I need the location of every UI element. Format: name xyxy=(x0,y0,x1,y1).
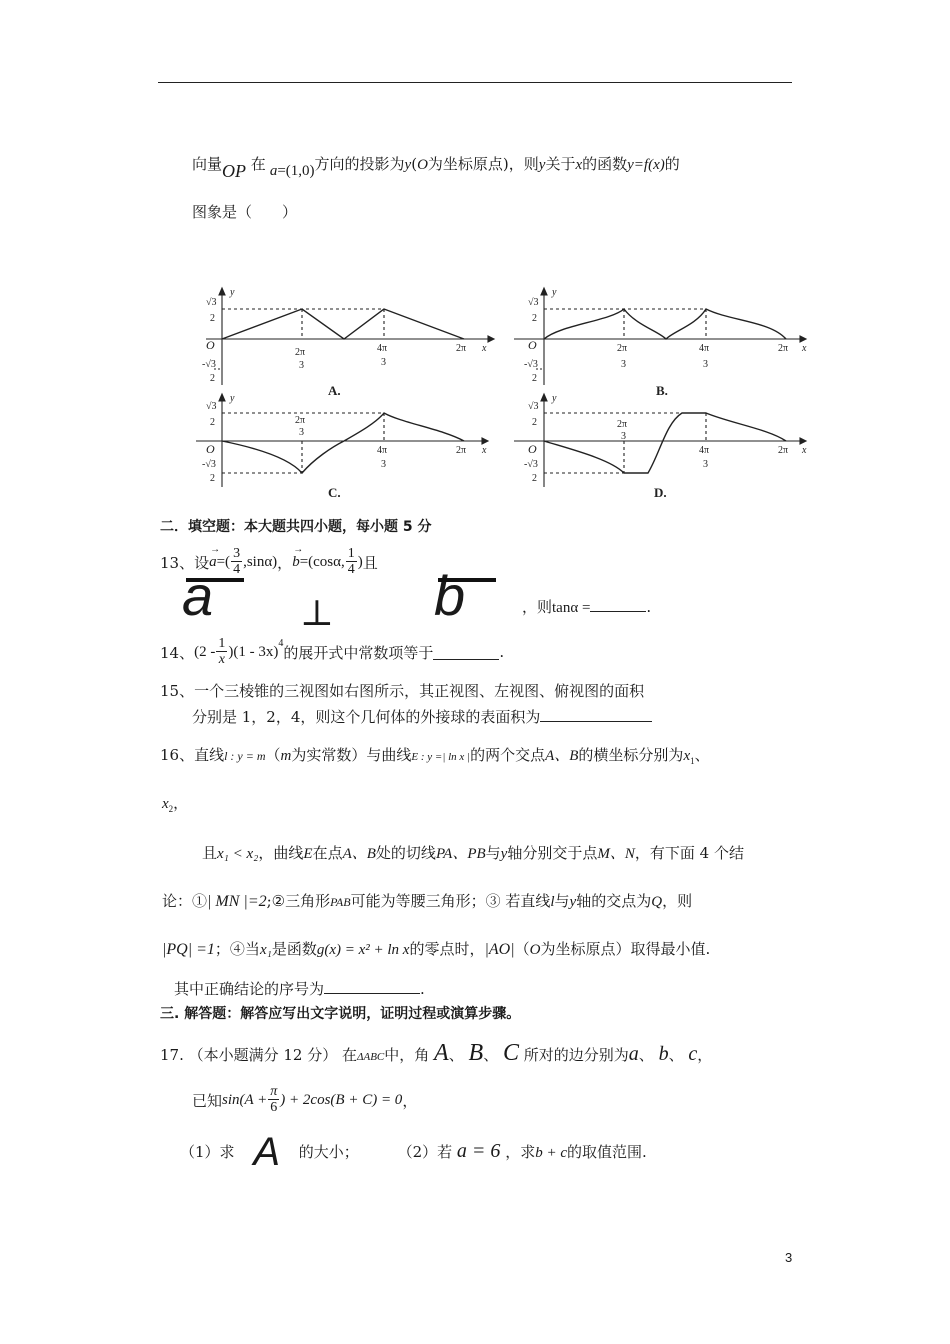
var-x1: x₁ xyxy=(259,942,272,958)
label-y: y xyxy=(552,287,557,298)
label-sqrt3: √3 xyxy=(206,401,217,412)
q16-line3 xyxy=(202,842,744,863)
q16-text: 其中正确结论的序号为 xyxy=(174,980,325,998)
q14-line xyxy=(160,630,504,674)
side-c: c xyxy=(688,1043,698,1065)
fraction-3-4 xyxy=(231,547,242,577)
q17-sep: 、 xyxy=(483,1046,499,1064)
label-x: x xyxy=(802,343,807,354)
answer-blank[interactable] xyxy=(324,979,420,994)
var-y: y xyxy=(404,157,412,173)
function-expr: y=f(x) xyxy=(627,157,665,173)
q17-text: 17. （本小题满分 12 分） 在 xyxy=(160,1046,358,1064)
answer-blank[interactable] xyxy=(590,597,646,612)
points-ab: A、B xyxy=(545,748,579,764)
var-q: Q xyxy=(651,894,663,910)
x-arrow-icon xyxy=(488,336,494,342)
q16-text: 、 xyxy=(694,746,710,764)
q17-text: 已知 xyxy=(192,1091,223,1110)
var-x1: x xyxy=(683,748,691,764)
var-x: x xyxy=(575,157,583,173)
tick-4pi: 4π xyxy=(377,343,388,354)
header-rule xyxy=(158,82,792,83)
tick-3: 3 xyxy=(703,459,708,470)
q13-close: ) xyxy=(357,553,363,570)
triangle-pab: PAB xyxy=(330,895,351,909)
q12-line2: 图象是（ ） xyxy=(192,203,298,221)
q12-text: 向量 xyxy=(192,155,223,173)
q16-text: （ xyxy=(514,940,530,958)
line-l: l : y = m xyxy=(224,749,266,763)
q12-line1 xyxy=(192,153,680,181)
label-two: 2 xyxy=(210,313,215,324)
denominator: 4 xyxy=(347,562,355,577)
page-number: 3 xyxy=(785,1250,793,1265)
graph-b-svg xyxy=(510,285,814,400)
q16-text: 的两个交点 xyxy=(470,746,546,764)
q17-line2 xyxy=(192,1078,417,1122)
q16-text: ， xyxy=(173,794,189,812)
q16-text: 的横坐标分别为 xyxy=(578,746,684,764)
q13-answer xyxy=(522,596,651,617)
label-neg-sqrt3: -√3 xyxy=(202,459,216,470)
q12-text: 的 xyxy=(664,155,680,173)
big-angle-a: A xyxy=(253,1130,281,1174)
x-arrow-icon xyxy=(800,336,806,342)
y-arrow-icon xyxy=(541,288,547,295)
q16-text: ；④当 xyxy=(214,940,260,958)
big-a-letter: a xyxy=(182,564,214,627)
q16-text: ，曲线 xyxy=(258,844,304,862)
big-vector-b xyxy=(434,564,466,627)
big-vector-a xyxy=(182,564,214,627)
q17-text: （2）若 xyxy=(397,1143,453,1161)
q16-text: 在点 xyxy=(312,844,343,862)
var-o: O xyxy=(417,157,428,173)
function-g: g(x) = x² + ln x xyxy=(316,942,410,958)
q16-text: 处的切线 xyxy=(375,844,436,862)
section3-title: 三. 解答题：解答应写出文字说明，证明过程或演算步骤。 xyxy=(160,1006,521,1022)
tick-3: 3 xyxy=(621,431,626,442)
subscript: 2 xyxy=(168,804,174,814)
points-mn: M、N xyxy=(597,846,635,862)
graph-b xyxy=(510,285,814,400)
q13-sin: ,sinα) xyxy=(243,553,278,570)
label-two: 2 xyxy=(532,417,537,428)
q13-perp-line xyxy=(182,564,522,634)
label-x: x xyxy=(482,445,487,456)
label-y: y xyxy=(230,393,235,404)
graph-a-svg xyxy=(192,285,496,400)
q15-text: 分别是 1，2，4，则这个几何体的外接球的表面积为 xyxy=(192,708,541,726)
answer-blank[interactable] xyxy=(540,707,652,722)
q16-end: . xyxy=(420,980,425,998)
tick-2pi: 2π xyxy=(617,419,628,430)
q16-text: 论：① xyxy=(162,892,208,910)
label-sqrt3: √3 xyxy=(528,401,539,412)
denominator: 6 xyxy=(270,1100,278,1115)
x-arrow-icon xyxy=(800,438,806,444)
q17-sep: 、 xyxy=(448,1046,464,1064)
label-y: y xyxy=(230,287,235,298)
q17-text: ， xyxy=(402,1091,418,1110)
q13-eq: =(cosα, xyxy=(299,553,345,570)
q16-line6 xyxy=(174,978,425,999)
label-x: x xyxy=(802,445,807,456)
curve xyxy=(222,309,464,339)
graph-a xyxy=(192,285,496,400)
q16-line5 xyxy=(162,938,710,959)
q15-line2 xyxy=(192,706,652,727)
q16-text: 为实常数）与曲线 xyxy=(291,746,412,764)
var-l: l xyxy=(550,894,555,910)
curve xyxy=(222,413,467,473)
var-e: E xyxy=(303,846,313,862)
graph-d xyxy=(510,393,814,503)
var-x2: x xyxy=(162,796,169,812)
inequality: x₁ < x₂ xyxy=(217,846,259,862)
angle-c: C xyxy=(502,1040,519,1066)
q13-qie: 且 xyxy=(362,553,378,572)
fraction-pi-6 xyxy=(268,1085,279,1115)
mn-expr: | MN |=2 xyxy=(207,893,267,910)
label-sqrt3: √3 xyxy=(206,297,217,308)
label-two: 2 xyxy=(532,473,537,484)
q16-text: 是函数 xyxy=(271,940,317,958)
q14-end: . xyxy=(499,643,505,661)
q12-text: 的函数 xyxy=(582,155,628,173)
label-two: 2 xyxy=(210,417,215,428)
vector-a: a xyxy=(269,163,278,179)
q16-line1 xyxy=(160,744,710,766)
label-neg-sqrt3: -√3 xyxy=(524,459,538,470)
q13-comma: ， xyxy=(277,553,293,572)
q16-text: 与 xyxy=(485,844,501,862)
label-origin: O xyxy=(206,442,215,456)
tick-3: 3 xyxy=(381,459,386,470)
q13-eq: =( xyxy=(216,553,231,570)
tick-2pi: 2π xyxy=(295,415,306,426)
side-a: a xyxy=(628,1043,639,1065)
q13-then: ，则 xyxy=(522,598,553,616)
q14-power: 4 xyxy=(278,638,284,649)
q14-rest: )(1 - 3x) xyxy=(228,643,279,660)
big-b-letter: b xyxy=(434,564,466,627)
tick-3: 3 xyxy=(299,427,304,438)
tick-3: 3 xyxy=(381,357,386,368)
a-equals-6: a = 6 xyxy=(456,1140,501,1162)
q16-text: 16、直线 xyxy=(160,746,225,764)
q14-text: 的展开式中常数项等于 xyxy=(283,643,434,662)
q16-text: 与 xyxy=(554,892,570,910)
label-sqrt3: √3 xyxy=(528,297,539,308)
q12-text: ( xyxy=(411,155,418,173)
y-arrow-icon xyxy=(541,394,547,401)
q17-text: 所对的边分别为 xyxy=(523,1046,629,1064)
q16-text: ;②三角形 xyxy=(266,892,331,910)
x-arrow-icon xyxy=(482,438,488,444)
denominator: 4 xyxy=(233,562,241,577)
q17-sep: 、 xyxy=(638,1046,654,1064)
label-two: 2 xyxy=(210,473,215,484)
tick-2pi: 2π xyxy=(295,347,306,358)
vector-b: → b xyxy=(292,543,304,570)
label-two: 2 xyxy=(532,313,537,324)
q16-text: ，有下面 4 个结 xyxy=(634,844,744,862)
vector-a: → a xyxy=(209,543,221,570)
q17-text: ， xyxy=(697,1046,713,1064)
q16-text: 可能为等腰三角形；③ 若直线 xyxy=(350,892,551,910)
label-origin: O xyxy=(528,442,537,456)
fraction-1-4 xyxy=(346,547,357,577)
tick-2pi: 2π xyxy=(617,343,628,354)
ao-expr: |AO| xyxy=(484,941,515,958)
cos-expr: ) + 2cos(B + C) = 0 xyxy=(280,1091,403,1108)
q17-text: 的大小； xyxy=(298,1143,359,1161)
label-x: x xyxy=(482,343,487,354)
q12-text: 为坐标原点)，则 xyxy=(427,155,539,173)
graph-d-svg xyxy=(510,393,814,503)
tick-3: 3 xyxy=(703,359,708,370)
q17-text: 的取值范围. xyxy=(567,1143,647,1161)
tick-2pi-end: 2π xyxy=(456,445,467,456)
vector-a-value: =(1,0) xyxy=(277,163,315,179)
q14-number: 14、 xyxy=(160,643,195,662)
option-a-label: A. xyxy=(328,383,341,398)
denominator: x xyxy=(218,652,225,667)
option-b-label: B. xyxy=(656,383,668,398)
numerator: 3 xyxy=(233,546,241,561)
label-origin: O xyxy=(528,338,537,352)
vector-a-letter: a xyxy=(209,553,217,570)
q16-text: 轴的交点为 xyxy=(576,892,652,910)
points-ab: A、B xyxy=(342,846,376,862)
tick-4pi: 4π xyxy=(377,445,388,456)
q16-line2 xyxy=(162,792,188,814)
q16-line4 xyxy=(162,890,692,911)
tick-4pi: 4π xyxy=(699,343,710,354)
vector-b-letter: b xyxy=(292,553,300,570)
q16-text: （ xyxy=(265,746,281,764)
pq-expr: |PQ| =1 xyxy=(162,941,215,958)
tan-expr: tanα = xyxy=(552,600,591,616)
tick-4pi: 4π xyxy=(699,445,710,456)
var-y: y xyxy=(538,157,546,173)
tick-3: 3 xyxy=(299,360,304,371)
numerator: 1 xyxy=(218,636,226,651)
q17-text: （1）求 xyxy=(180,1143,235,1161)
label-y: y xyxy=(552,393,557,404)
option-c-label: C. xyxy=(328,485,341,500)
q13-end: . xyxy=(646,598,652,616)
vector-op: OP xyxy=(222,161,247,181)
numerator: 1 xyxy=(347,546,355,561)
var-o: O xyxy=(529,942,541,958)
q14-open: (2 - xyxy=(194,643,216,660)
tick-2pi-end: 2π xyxy=(778,343,789,354)
q12-text: 在 xyxy=(250,155,266,173)
label-neg-sqrt3: -√3 xyxy=(202,359,216,370)
tangents: PA、PB xyxy=(435,846,486,862)
var-y: y xyxy=(500,846,508,862)
graph-c xyxy=(192,393,496,503)
q12-text: 关于 xyxy=(545,155,576,173)
perp-symbol xyxy=(300,593,334,634)
q16-text: 轴分别交于点 xyxy=(507,844,598,862)
answer-blank[interactable] xyxy=(433,645,499,660)
sin-expr: sin(A + xyxy=(222,1091,268,1108)
side-b: b xyxy=(658,1043,669,1065)
angle-a: A xyxy=(434,1040,449,1066)
q12-text: 方向的投影为 xyxy=(314,155,405,173)
q15-line1: 15、一个三棱锥的三视图如右图所示，其正视图、左视图、俯视图的面积 xyxy=(160,682,645,700)
q17-line1 xyxy=(160,1040,712,1067)
var-m: m xyxy=(280,748,292,764)
option-d-label: D. xyxy=(654,485,667,500)
tick-2pi-end: 2π xyxy=(456,343,467,354)
b-plus-c: b + c xyxy=(535,1145,567,1161)
label-two: 2 xyxy=(532,373,537,384)
q17-line3 xyxy=(180,1130,647,1174)
section2-title: 二．填空题：本大题共四小题，每小题 5 分 xyxy=(160,519,432,535)
angle-b: B xyxy=(468,1040,484,1066)
triangle-abc: ΔABC xyxy=(357,1051,385,1063)
var-y: y xyxy=(569,894,577,910)
q16-text: 的零点时， xyxy=(409,940,485,958)
q16-text: ，则 xyxy=(662,892,693,910)
label-neg-sqrt3: -√3 xyxy=(524,359,538,370)
tick-3: 3 xyxy=(621,359,626,370)
y-arrow-icon xyxy=(219,394,225,401)
q16-text: 且 xyxy=(202,844,218,862)
q16-text: 为坐标原点）取得最小值. xyxy=(540,940,711,958)
curve xyxy=(544,413,789,473)
numerator: π xyxy=(270,1084,278,1099)
graph-c-svg xyxy=(192,393,496,503)
tick-2pi-end: 2π xyxy=(778,445,789,456)
q13-number: 13、设 xyxy=(160,553,210,572)
curve xyxy=(544,309,786,339)
q17-sep: 、 xyxy=(668,1046,684,1064)
perp-glyph: ⊥ xyxy=(300,593,334,634)
q17-text: ，求 xyxy=(505,1143,536,1161)
label-two: 2 xyxy=(210,373,215,384)
label-origin: O xyxy=(206,338,215,352)
y-arrow-icon xyxy=(219,288,225,295)
curve-e: E : y =| ln x | xyxy=(411,751,471,763)
fraction-1-x xyxy=(216,637,227,667)
subscript: 1 xyxy=(690,756,695,766)
q17-text: 中，角 xyxy=(384,1046,430,1064)
